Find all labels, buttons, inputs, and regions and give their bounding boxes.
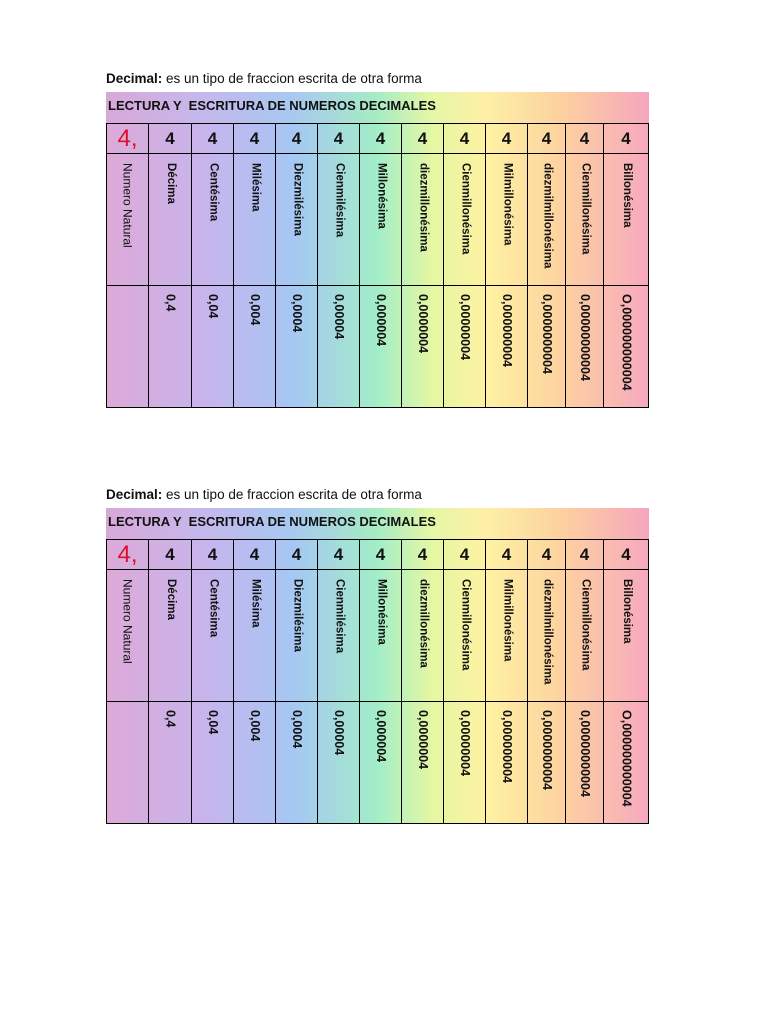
decimal-digit: 4 bbox=[459, 544, 470, 564]
place-name: diezmilmillonésima bbox=[541, 579, 554, 685]
banner bbox=[106, 508, 649, 539]
digit-cell bbox=[444, 540, 486, 570]
digit-cell bbox=[604, 124, 649, 154]
place-name-cell bbox=[486, 154, 528, 286]
decimal-value: 0,000004 bbox=[373, 294, 388, 347]
place-name: Millonésima bbox=[375, 579, 388, 645]
value-cell bbox=[360, 702, 402, 824]
decimal-digit: 4 bbox=[541, 128, 552, 148]
digit-cell bbox=[566, 124, 604, 154]
place-name: diezmillonésima bbox=[417, 163, 430, 252]
banner-title: LECTURA Y ESCRITURA DE NUMEROS DECIMALES bbox=[108, 98, 436, 113]
decimal-value: 0,0004 bbox=[289, 294, 304, 333]
decimal-value: 0,4 bbox=[163, 710, 178, 728]
digit-cell bbox=[318, 124, 360, 154]
place-name: Milmillonésima bbox=[501, 163, 514, 246]
place-name-cell bbox=[566, 570, 604, 702]
place-name-cell bbox=[360, 570, 402, 702]
decimal-table bbox=[106, 123, 649, 408]
value-cell bbox=[149, 286, 192, 408]
decimal-digit: 4 bbox=[375, 128, 386, 148]
place-names-row bbox=[107, 154, 649, 286]
place-name: diezmillonésima bbox=[417, 579, 430, 668]
decimal-value: O,000000000004 bbox=[619, 294, 634, 391]
place-name: Millonésima bbox=[375, 163, 388, 229]
decimal-digit: 4 bbox=[459, 128, 470, 148]
digit-cell bbox=[192, 540, 234, 570]
decimal-digit: 4 bbox=[249, 128, 260, 148]
place-name-cell bbox=[234, 154, 276, 286]
place-name: Milmillonésima bbox=[501, 579, 514, 662]
decimal-digit: 4 bbox=[165, 128, 175, 148]
place-name: Cienmilésima bbox=[333, 579, 346, 654]
decimal-value: 0,4 bbox=[163, 294, 178, 312]
value-cell bbox=[486, 286, 528, 408]
digit-cell bbox=[360, 124, 402, 154]
digit-cell bbox=[486, 540, 528, 570]
digit-cell bbox=[360, 540, 402, 570]
place-name: Décima bbox=[164, 163, 177, 204]
value-cell bbox=[360, 286, 402, 408]
value-cell bbox=[486, 702, 528, 824]
digit-cell bbox=[234, 124, 276, 154]
decimal-value: 0,00000004 bbox=[457, 710, 472, 777]
place-name-cell bbox=[604, 570, 649, 702]
decimal-table bbox=[106, 539, 649, 824]
place-name-cell bbox=[360, 154, 402, 286]
decimal-digit: 4 bbox=[541, 544, 552, 564]
caption-term: Decimal: bbox=[106, 71, 163, 86]
decimal-digit: 4 bbox=[333, 128, 344, 148]
values-row bbox=[107, 286, 649, 408]
value-cell bbox=[234, 702, 276, 824]
banner bbox=[106, 92, 649, 123]
value-cell bbox=[566, 702, 604, 824]
place-name-cell bbox=[276, 570, 318, 702]
value-cell bbox=[276, 702, 318, 824]
caption-definition: es un tipo de fraccion escrita de otra forma bbox=[162, 71, 422, 86]
decimal-digit: 4 bbox=[165, 544, 175, 564]
decimal-value: 0,0000004 bbox=[415, 710, 430, 770]
digit-cell bbox=[234, 540, 276, 570]
place-name-cell bbox=[444, 154, 486, 286]
decimal-digit: 4 bbox=[579, 544, 590, 564]
digit-cell bbox=[107, 124, 149, 154]
place-names-row bbox=[107, 570, 649, 702]
decimal-value: 0,0000004 bbox=[415, 294, 430, 354]
value-cell bbox=[566, 286, 604, 408]
decimal-digit: 4 bbox=[207, 544, 218, 564]
place-name: Centésima bbox=[207, 163, 220, 222]
decimal-digit: 4 bbox=[621, 128, 631, 148]
decimal-value: 0,00004 bbox=[331, 294, 346, 340]
place-name: Cienmillonésima bbox=[459, 579, 472, 671]
place-name-cell bbox=[566, 154, 604, 286]
value-cell bbox=[107, 286, 149, 408]
caption-term: Decimal: bbox=[106, 487, 163, 502]
value-cell bbox=[604, 702, 649, 824]
decimal-value: 0,0004 bbox=[289, 710, 304, 749]
place-name-cell bbox=[192, 154, 234, 286]
place-name: Cienmilésima bbox=[333, 163, 346, 238]
place-name: Diezmilésima bbox=[291, 579, 304, 652]
digit-cell bbox=[318, 540, 360, 570]
decimal-digit: 4 bbox=[249, 544, 260, 564]
decimal-digit: 4 bbox=[501, 128, 512, 148]
place-name-cell bbox=[444, 570, 486, 702]
decimal-value: 0,04 bbox=[205, 294, 220, 319]
place-name: Cienmillonésima bbox=[579, 579, 592, 671]
decimal-value: 0,004 bbox=[247, 710, 262, 742]
place-name-cell bbox=[604, 154, 649, 286]
decimal-value: 0,00000000004 bbox=[577, 294, 592, 381]
decimal-digit: 4 bbox=[291, 128, 302, 148]
decimal-value: 0,000000004 bbox=[499, 710, 514, 783]
place-name-cell bbox=[528, 570, 566, 702]
decimal-digit: 4 bbox=[417, 544, 428, 564]
value-cell bbox=[318, 286, 360, 408]
place-name-cell bbox=[149, 154, 192, 286]
value-cell bbox=[107, 702, 149, 824]
value-cell bbox=[528, 702, 566, 824]
value-cell bbox=[192, 702, 234, 824]
value-cell bbox=[149, 702, 192, 824]
decimal-digit: 4 bbox=[417, 128, 428, 148]
decimal-value: 0,00000000004 bbox=[577, 710, 592, 797]
place-name: Cienmillonésima bbox=[579, 163, 592, 255]
value-cell bbox=[444, 702, 486, 824]
place-name-cell bbox=[402, 154, 444, 286]
place-name-cell bbox=[149, 570, 192, 702]
digit-cell bbox=[528, 540, 566, 570]
value-cell bbox=[402, 702, 444, 824]
values-row bbox=[107, 702, 649, 824]
caption bbox=[106, 71, 422, 86]
caption bbox=[106, 487, 422, 502]
decimal-value: 0,004 bbox=[247, 294, 262, 326]
digit-cell bbox=[192, 124, 234, 154]
decimal-value: 0,000004 bbox=[373, 710, 388, 763]
decimal-value: 0,00000004 bbox=[457, 294, 472, 361]
digit-cell bbox=[276, 124, 318, 154]
place-name: Milésima bbox=[249, 163, 262, 212]
digit-cell bbox=[149, 124, 192, 154]
digit-cell bbox=[566, 540, 604, 570]
place-name-cell bbox=[318, 154, 360, 286]
digits-row bbox=[107, 124, 649, 154]
decimal-value: O,000000000004 bbox=[619, 710, 634, 807]
decimal-value: 0,0000000004 bbox=[539, 710, 554, 790]
caption-definition: es un tipo de fraccion escrita de otra forma bbox=[162, 487, 422, 502]
place-name: Centésima bbox=[207, 579, 220, 638]
place-name: Numero Natural bbox=[120, 579, 135, 664]
whole-digit: 4, bbox=[117, 540, 138, 568]
value-cell bbox=[276, 286, 318, 408]
decimal-value: 0,04 bbox=[205, 710, 220, 735]
value-cell bbox=[234, 286, 276, 408]
digit-cell bbox=[107, 540, 149, 570]
decimal-digit: 4 bbox=[207, 128, 218, 148]
digit-cell bbox=[402, 540, 444, 570]
place-name: Billonésima bbox=[620, 579, 633, 644]
decimal-digit: 4 bbox=[333, 544, 344, 564]
decimal-value: 0,0000000004 bbox=[539, 294, 554, 374]
digit-cell bbox=[149, 540, 192, 570]
digit-cell bbox=[444, 124, 486, 154]
decimal-value: 0,00004 bbox=[331, 710, 346, 756]
value-cell bbox=[444, 286, 486, 408]
decimal-digit: 4 bbox=[501, 544, 512, 564]
value-cell bbox=[402, 286, 444, 408]
place-name: Cienmillonésima bbox=[459, 163, 472, 255]
place-name: Numero Natural bbox=[120, 163, 135, 248]
value-cell bbox=[192, 286, 234, 408]
value-cell bbox=[528, 286, 566, 408]
digit-cell bbox=[276, 540, 318, 570]
place-name: diezmilmillonésima bbox=[541, 163, 554, 269]
place-name-cell bbox=[192, 570, 234, 702]
place-name-cell bbox=[318, 570, 360, 702]
value-cell bbox=[318, 702, 360, 824]
digit-cell bbox=[604, 540, 649, 570]
place-name: Milésima bbox=[249, 579, 262, 628]
place-name-cell bbox=[276, 154, 318, 286]
digit-cell bbox=[528, 124, 566, 154]
digit-cell bbox=[486, 124, 528, 154]
place-name-cell bbox=[528, 154, 566, 286]
whole-digit: 4, bbox=[117, 124, 138, 152]
decimal-digit: 4 bbox=[291, 544, 302, 564]
decimal-digit: 4 bbox=[579, 128, 590, 148]
place-name-cell bbox=[486, 570, 528, 702]
place-name-cell bbox=[107, 570, 149, 702]
banner-title: LECTURA Y ESCRITURA DE NUMEROS DECIMALES bbox=[108, 514, 436, 529]
place-name-cell bbox=[234, 570, 276, 702]
place-name: Billonésima bbox=[620, 163, 633, 228]
decimal-digit: 4 bbox=[621, 544, 631, 564]
place-name-cell bbox=[402, 570, 444, 702]
digits-row bbox=[107, 540, 649, 570]
place-name: Décima bbox=[164, 579, 177, 620]
digit-cell bbox=[402, 124, 444, 154]
place-name: Diezmilésima bbox=[291, 163, 304, 236]
decimal-value: 0,000000004 bbox=[499, 294, 514, 367]
decimal-digit: 4 bbox=[375, 544, 386, 564]
value-cell bbox=[604, 286, 649, 408]
place-name-cell bbox=[107, 154, 149, 286]
